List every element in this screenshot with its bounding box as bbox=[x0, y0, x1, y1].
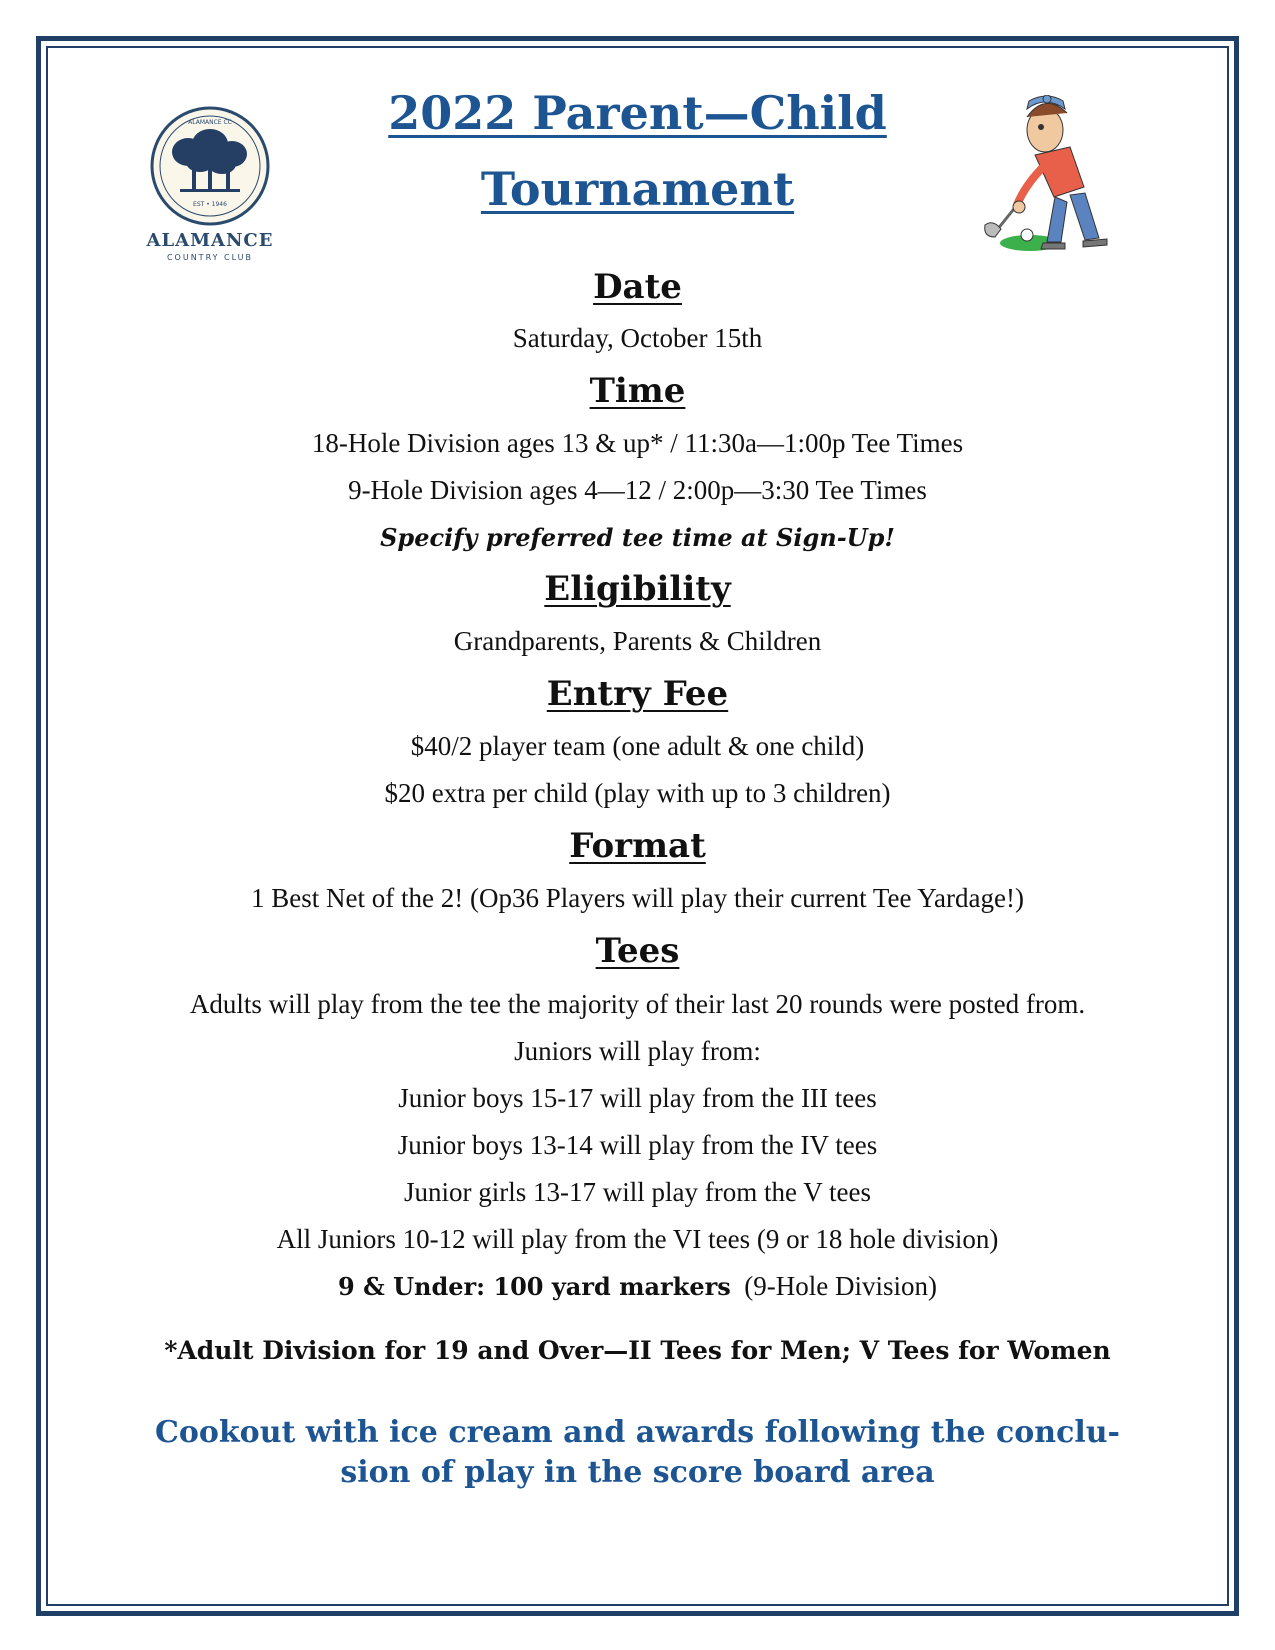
entry-fee-line2: $20 extra per child (play with up to 3 children) bbox=[384, 778, 891, 808]
adult-division-note: *Adult Division for 19 and Over—II Tees for Men; V Tees for Women bbox=[164, 1336, 1111, 1365]
page-title-line2: Tournament bbox=[480, 162, 795, 216]
tees-heading: Tees bbox=[595, 931, 680, 971]
format-text: 1 Best Net of the 2! (Op36 Players will play their current Tee Yardage!) bbox=[251, 883, 1024, 913]
date-text: Saturday, October 15th bbox=[512, 323, 763, 353]
eligibility-text: Grandparents, Parents & Children bbox=[453, 626, 822, 656]
footer-line1: Cookout with ice cream and awards following the conclu- bbox=[155, 1415, 1120, 1450]
tees-line-adults: Adults will play from the tee the majority of their last 20 rounds were posted from. bbox=[189, 989, 1086, 1019]
tees-line-boys-13-14: Junior boys 13-14 will play from the IV tees bbox=[397, 1130, 878, 1160]
entry-fee-heading: Entry Fee bbox=[546, 674, 729, 714]
tees-line-juniors-10-12: All Juniors 10-12 will play from the VI tees (9 or 18 hole division) bbox=[276, 1224, 999, 1254]
time-heading: Time bbox=[589, 371, 686, 411]
eligibility-heading: Eligibility bbox=[544, 569, 731, 609]
entry-fee-line1: $40/2 player team (one adult & one child) bbox=[410, 731, 865, 761]
tees-line-girls-13-17: Junior girls 13-17 will play from the V tees bbox=[404, 1177, 871, 1207]
alamance-logo bbox=[140, 104, 300, 274]
svg-text:EST • 1946: EST • 1946 bbox=[193, 201, 227, 208]
time-line-18-hole: 18-Hole Division ages 13 & up* / 11:30a—1:00p Tee Times bbox=[311, 428, 964, 458]
svg-text:ALAMANCE CC: ALAMANCE CC bbox=[188, 119, 232, 126]
tees-line-juniors: Juniors will play from: bbox=[514, 1036, 761, 1066]
date-heading: Date bbox=[593, 267, 682, 307]
time-note: Specify preferred tee time at Sign-Up! bbox=[380, 523, 895, 552]
logo-subtitle: COUNTRY CLUB bbox=[166, 253, 254, 262]
tees-line-under-9: 9 & Under: 100 yard markers (9-Hole Division) bbox=[338, 1271, 937, 1301]
time-line-9-hole: 9-Hole Division ages 4—12 / 2:00p—3:30 Tee Times bbox=[348, 475, 927, 505]
page-title-line1: 2022 Parent—Child bbox=[388, 86, 887, 140]
footer-line2: sion of play in the score board area bbox=[340, 1455, 935, 1490]
format-heading: Format bbox=[569, 826, 706, 866]
golfer-cartoon-icon bbox=[975, 95, 1125, 270]
logo-name: ALAMANCE bbox=[146, 230, 274, 251]
tees-line-boys-15-17: Junior boys 15-17 will play from the III tees bbox=[398, 1083, 877, 1113]
